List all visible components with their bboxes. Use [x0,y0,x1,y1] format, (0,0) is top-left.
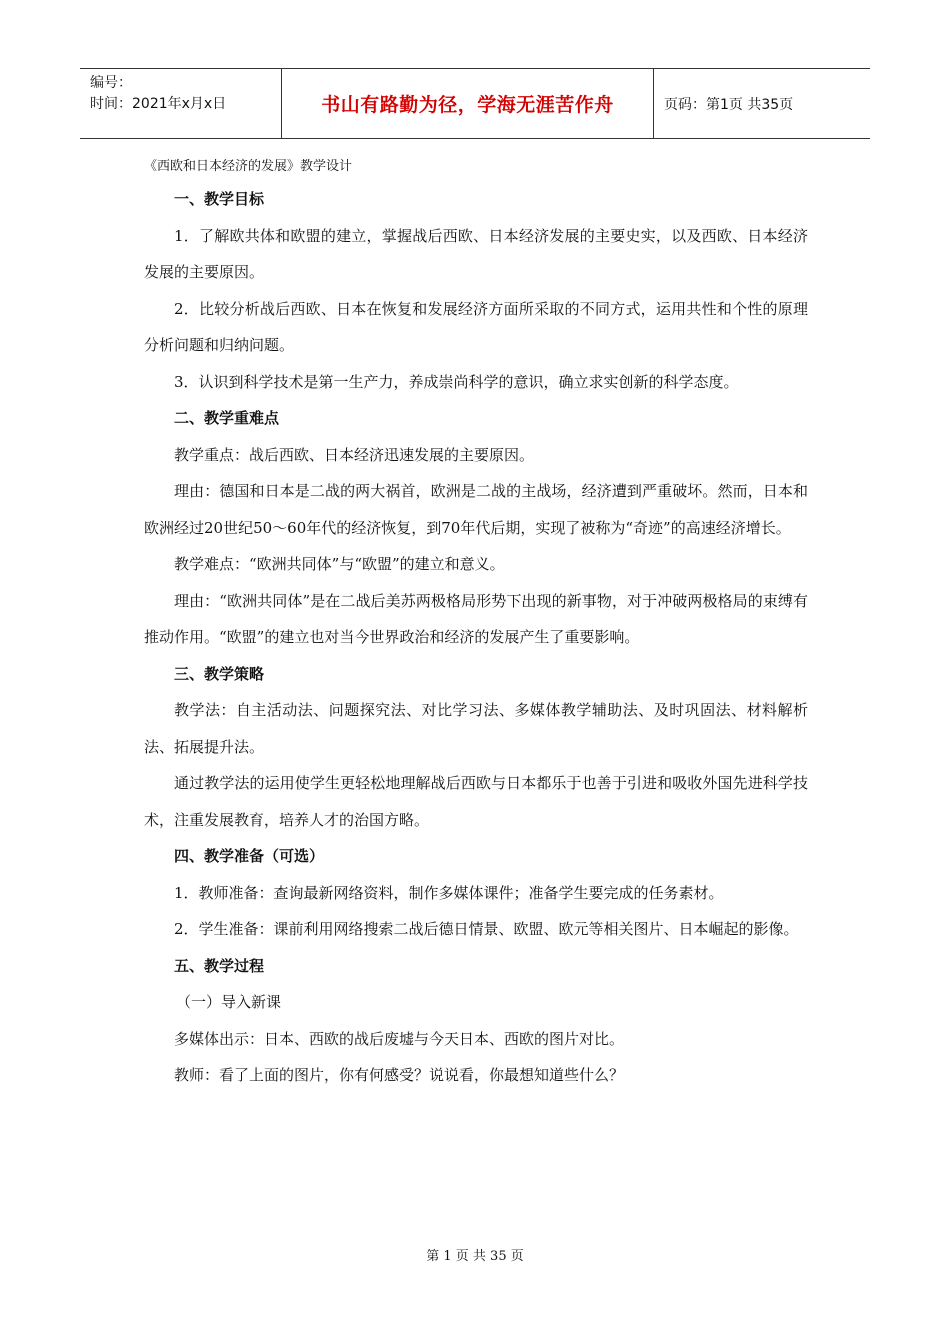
section-heading-key-points: 二、教学重难点 [174,409,280,427]
paragraph: 教学法：自主活动法、问题探究法、对比学习法、多媒体教学辅助法、及时巩固法、材料解析法、拓展提升法。 [144,701,808,756]
header-page-info: 页码：第1页 共35页 [664,96,794,113]
subsection-heading: （一）导入新课 [176,993,282,1011]
page-header [80,68,870,139]
document-body [144,157,808,1094]
paragraph: 教学重点：战后西欧、日本经济迅速发展的主要原因。 [174,445,535,464]
document-title: 《西欧和日本经济的发展》教学设计 [144,159,353,174]
section-heading-strategy: 三、教学策略 [174,664,265,683]
paragraph: 教师：看了上面的图片，你有何感受？说说看，你最想知道些什么？ [174,1066,625,1084]
paragraph: 1．教师准备：查询最新网络资料，制作多媒体课件；准备学生要完成的任务素材。 [174,883,724,902]
time-label: 时间：2021年x月x日 [90,96,227,112]
paragraph: 多媒体出示：日本、西欧的战后废墟与今天日本、西欧的图片对比。 [174,1029,625,1048]
page-footer: 第 1 页 共 35 页 [426,1249,524,1264]
paragraph: 理由：“欧洲共同体”是在二战后美苏两极格局形势下出现的新事物，对于冲破两极格局的束缚有推动作用。“欧盟”的建立也对当今世界政治和经济的发展产生了重要影响。 [144,591,808,646]
paragraph: 通过教学法的运用使学生更轻松地理解战后西欧与日本都乐于也善于引进和吸收外国先进科学技术，注重发展教育，培养人才的治国方略。 [144,774,808,829]
section-heading-process: 五、教学过程 [174,956,265,975]
header-meta [80,69,282,138]
paragraph: 2．比较分析战后西欧、日本在恢复和发展经济方面所采取的不同方式，运用共性和个性的原理分析问题和归纳问题。 [144,299,808,354]
paragraph: 3．认识到科学技术是第一生产力，养成崇尚科学的意识，确立求实创新的科学态度。 [174,372,739,391]
number-label: 编号： [90,75,132,91]
paragraph: 2．学生准备：课前利用网络搜索二战后德日情景、欧盟、欧元等相关图片、日本崛起的影像。 [174,920,799,938]
paragraph: 1．了解欧共体和欧盟的建立，掌握战后西欧、日本经济发展的主要史实，以及西欧、日本经济发展的主要原因。 [144,226,808,281]
section-heading-preparation: 四、教学准备（可选） [174,847,325,865]
section-heading-objectives: 一、教学目标 [174,190,265,208]
header-motto: 书山有路勤为径，学海无涯苦作舟 [282,69,654,138]
paragraph: 教学难点：“欧洲共同体”与“欧盟”的建立和意义。 [174,555,505,573]
paragraph: 理由：德国和日本是二战的两大祸首，欧洲是二战的主战场，经济遭到严重破坏。然而，日本和欧洲经过20世纪50～60年代的经济恢复，到70年代后期，实现了被称为“奇迹”的高速经济增长。 [144,482,808,537]
